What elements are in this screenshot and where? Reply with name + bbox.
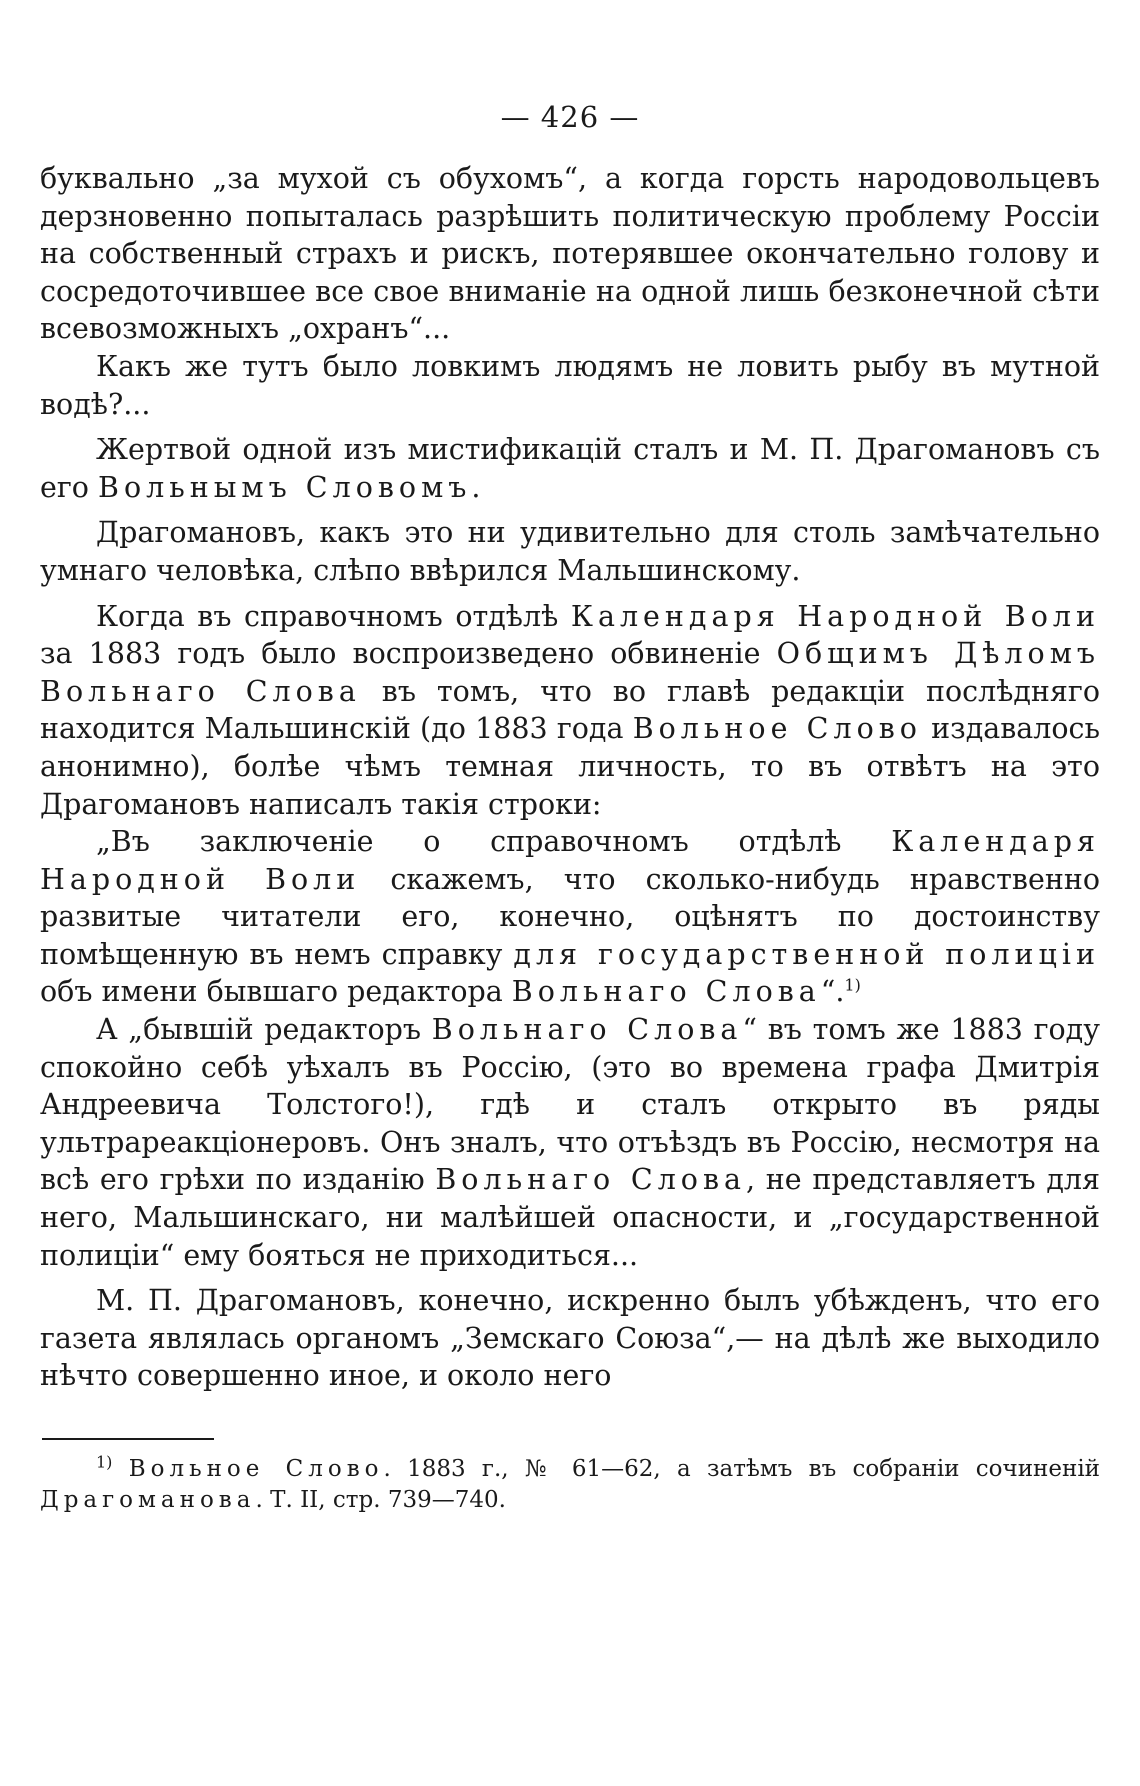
footnote-ref: 1): [844, 975, 861, 995]
paragraph-5: Когда въ справочномъ отдѣлѣ Календаря Народной Воли за 1883 годъ было воспроизведено обвиненіе Общимъ Дѣломъ Вольнаго Слова въ томъ, что во главѣ редакціи послѣдняго находится Мальшинскій (до 1883 года Вольное Слово издавалось анонимно), болѣе чѣмъ темная личность, то въ отвѣтъ на это Драгомановъ написалъ такія строки:: [40, 599, 1101, 821]
newspaper-title: Вольнаго Слова: [435, 1163, 746, 1197]
paragraph-1: буквально „за мухой съ обухомъ“, а когда горсть народовольцевъ дерзновенно попыталась разрѣшить политическую проблему Россіи на собственный страхъ и рискъ, потерявшее окончательно голову и сосредоточившее все свое вниманіе на одной лишь безконечной сѣти всевозможныхъ „охранъ“...: [40, 162, 1100, 346]
book-page: [40, 100, 1100, 1516]
footnote-divider: [42, 1438, 214, 1440]
footnote-marker: 1): [96, 1452, 113, 1472]
newspaper-title: Вольнымъ Словомъ: [98, 470, 472, 504]
paragraph-3: Жертвой одной изъ мистификацій сталъ и М. П. Драгомановъ съ его Вольнымъ Словомъ.: [40, 433, 1100, 504]
newspaper-title: Вольнаго Слова: [431, 1013, 743, 1047]
emphasis: для государственной полиціи: [513, 937, 1100, 971]
footnote: $^{1)}$ Вольное Слово. 1883 г., № 61—62, а затѣмъ въ собраніи сочиненій Драгоманова. Т. II, стр. 739—740.: [40, 1452, 1101, 1513]
paragraph-2: Какъ же тутъ было ловкимъ людямъ не ловить рыбу въ мутной водѣ?...: [40, 349, 1100, 421]
paragraph-8: М. П. Драгомановъ, конечно, искренно былъ убѣжденъ, что его газета являлась органомъ „Земскаго Союза“,— на дѣлѣ же выходило нѣчто совершенно иное, и около него: [40, 1284, 1100, 1393]
calendar-title: Календаря Народной Воли: [40, 825, 1100, 896]
newspaper-title: Вольное Слово: [632, 712, 922, 746]
newspaper-title: Вольное Слово: [128, 1456, 384, 1482]
paragraph-7: А „бывшій редакторъ Вольнаго Слова“ въ томъ же 1883 году спокойно себѣ уѣхалъ въ Россію, (это во времена графа Дмитрія Андреевича Толстого!), гдѣ и сталъ открыто въ ряды ультрареакціонеровъ. Онъ зналъ, что отъѣздъ въ Россію, несмотря на всѣ его грѣхи по изданію Вольнаго Слова, не представляетъ для него, Мальшинскаго, ни малѣйшей опасности, и „государственной полиціи“ ему бояться не приходиться...: [40, 1013, 1100, 1272]
newspaper-title: Вольнаго Слова: [511, 975, 821, 1009]
paragraph-6-quote: „Въ заключеніе о справочномъ отдѣлѣ Календаря Народной Воли скажемъ, что сколько-нибудь нравственно развитые читатели его, конечно, оцѣнятъ по достоинству помѣщенную въ немъ справку для государственной полиціи объ имени бывшаго редактора Вольнаго Слова“.$^{1)}$: [40, 825, 1100, 1009]
newspaper-title: Вольнаго Слова: [40, 674, 361, 708]
body-text: [40, 160, 1100, 1395]
page-number: — 426 —: [500, 100, 640, 134]
calendar-title: Календаря Народной Воли: [570, 599, 1101, 633]
newspaper-title: Общимъ Дѣломъ: [776, 637, 1101, 671]
author-name: Драгоманова: [40, 1487, 256, 1513]
paragraph-4: Драгомановъ, какъ это ни удивительно для столь замѣчательно умнаго человѣка, слѣпо ввѣрился Мальшинскому.: [40, 516, 1100, 587]
